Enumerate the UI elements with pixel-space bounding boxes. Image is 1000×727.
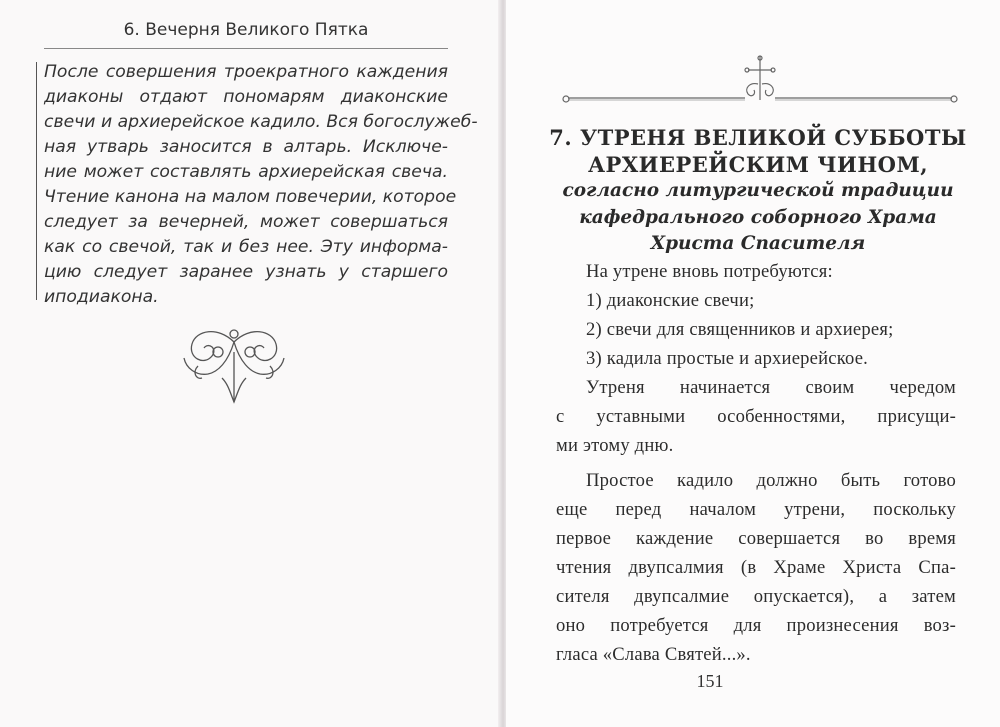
note-text bbox=[44, 60, 478, 310]
note-line: цию следует заранее узнать у старшего bbox=[44, 262, 448, 282]
title-line: АРХИЕРЕЙСКИМ ЧИНОМ, bbox=[587, 152, 929, 177]
page-number: 151 bbox=[696, 671, 724, 691]
floral-ornament-icon bbox=[178, 322, 290, 408]
body-line: первое каждение совершается во время bbox=[556, 528, 956, 549]
chapter-title bbox=[548, 124, 968, 258]
note-line: иподиакона. bbox=[44, 287, 159, 307]
note-line: свечи и архиерейское кадило. Вся богослужеб- bbox=[44, 112, 478, 132]
body-line: Простое кадило должно быть готово bbox=[586, 470, 956, 491]
body-line: 3) кадила простые и архиерейское. bbox=[586, 348, 869, 369]
body-text bbox=[556, 257, 956, 669]
body-line: 1) диаконские свечи; bbox=[586, 290, 755, 311]
body-line: 2) свечи для священников и архиерея; bbox=[586, 319, 894, 340]
note-line: ние может составлять архиерейская свеча. bbox=[44, 162, 448, 182]
note-line: диаконы отдают пономарям диаконские bbox=[44, 87, 448, 107]
body-line: оно потребуется для произнесения воз- bbox=[556, 615, 956, 636]
body-line: чтения двупсалмия (в Храме Христа Спа- bbox=[556, 557, 956, 578]
body-line: с уставными особенностями, присущи- bbox=[556, 406, 956, 427]
subtitle-line: кафедрального соборного Храма bbox=[579, 206, 937, 228]
note-side-bar bbox=[36, 62, 37, 300]
note-line: Чтение канона на малом повечерии, которое bbox=[44, 187, 457, 207]
note-line: как со свечой, так и без нее. Эту информа- bbox=[44, 237, 448, 257]
body-line: еще перед началом утрени, поскольку bbox=[556, 499, 956, 520]
note-line: ная утварь заносится в алтарь. Исключе- bbox=[44, 137, 448, 157]
subtitle-line: Христа Спасителя bbox=[650, 233, 866, 254]
subtitle-line: согласно литургической традиции bbox=[562, 180, 954, 201]
running-head: 6. Вечерня Великого Пятка bbox=[123, 20, 369, 40]
title-line: 7. УТРЕНЯ ВЕЛИКОЙ СУББОТЫ bbox=[549, 125, 967, 150]
header-rule bbox=[44, 48, 448, 49]
body-line: Утреня начинается своим чередом bbox=[586, 377, 956, 398]
cross-divider-ornament-icon bbox=[560, 54, 960, 106]
body-line: На утрене вновь потребуются: bbox=[586, 261, 833, 282]
note-line: следует за вечерней, может совершаться bbox=[44, 212, 448, 232]
body-line: ми этому дню. bbox=[556, 435, 674, 456]
body-line: сителя двупсалмие опускается), а затем bbox=[556, 586, 956, 607]
body-line: гласа «Слава Святей...». bbox=[556, 644, 751, 665]
note-line: После совершения троекратного каждения bbox=[44, 62, 448, 82]
